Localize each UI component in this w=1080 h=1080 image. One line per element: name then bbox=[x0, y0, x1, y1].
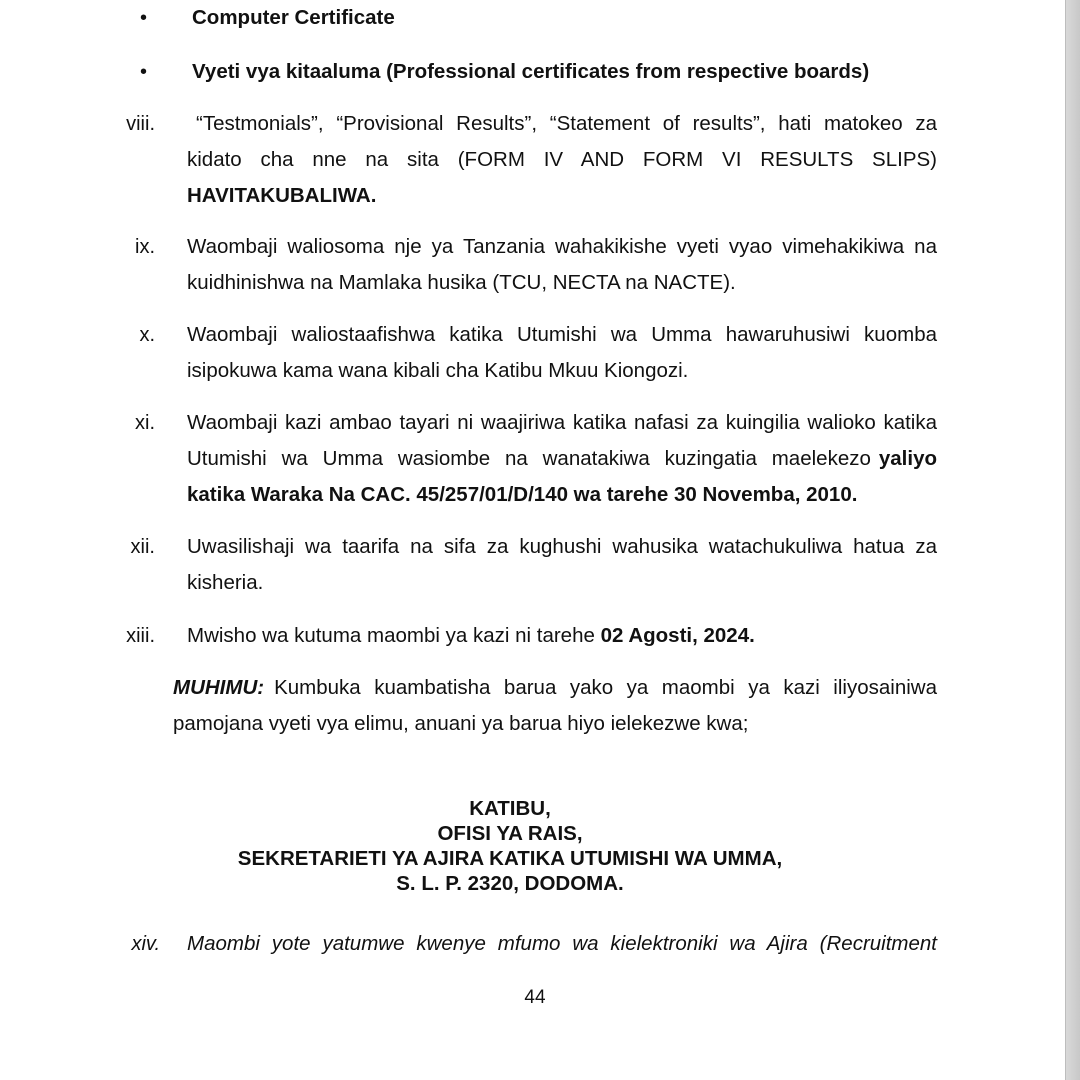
item-xii-line2: kisheria. bbox=[187, 571, 264, 594]
item-number-ix: ix. bbox=[135, 236, 155, 258]
bullet-item-computer-certificate: Computer Certificate bbox=[192, 6, 395, 29]
muhimu-label: MUHIMU: bbox=[173, 676, 265, 699]
item-number-xi: xi. bbox=[135, 412, 155, 434]
address-line-sekretarieti: SEKRETARIETI YA AJIRA KATIKA UTUMISHI WA UMMA, bbox=[237, 847, 783, 870]
item-ix-line1: Waombaji waliosoma nje ya Tanzania wahakikishe vyeti vyao vimehakikiwa na bbox=[187, 235, 937, 258]
item-xi-line2-bold: yaliyo bbox=[878, 447, 937, 470]
deadline-date: 02 Agosti, 2024. bbox=[600, 624, 755, 647]
item-xi-line3: katika Waraka Na CAC. 45/257/01/D/140 wa tarehe 30 Novemba, 2010. bbox=[187, 483, 858, 506]
item-xiii-line1 bbox=[187, 618, 755, 654]
item-xi-line2-text: Utumishi wa Umma wasiombe na wanatakiwa kuzingatia maelekezo bbox=[187, 447, 871, 470]
item-x-line1: Waombaji waliostaafishwa katika Utumishi wa Umma hawaruhusiwi kuomba bbox=[187, 323, 937, 346]
item-xi-line2 bbox=[187, 441, 937, 477]
item-number-xii: xii. bbox=[130, 536, 155, 558]
muhimu-line2: pamojana vyeti vya elimu, anuani ya barua hiyo ielekezwe kwa; bbox=[173, 712, 749, 735]
page-edge-shadow bbox=[1065, 0, 1080, 1080]
item-viii-line2: kidato cha nne na sita (FORM IV AND FORM VI RESULTS SLIPS) bbox=[187, 148, 937, 171]
item-number-viii: viii. bbox=[126, 113, 155, 135]
address-line-katibu: KATIBU, bbox=[469, 797, 551, 820]
item-xii-line1: Uwasilishaji wa taarifa na sifa za kughushi wahusika watachukuliwa hatua za bbox=[187, 535, 937, 558]
item-number-xiv: xiv. bbox=[131, 933, 160, 955]
address-line-slp: S. L. P. 2320, DODOMA. bbox=[396, 872, 624, 895]
item-xiv-line1: Maombi yote yatumwe kwenye mfumo wa kielektroniki wa Ajira (Recruitment bbox=[187, 932, 937, 955]
bullet-item-professional-certificates: Vyeti vya kitaaluma (Professional certificates from respective boards) bbox=[192, 60, 870, 83]
item-x-line2: isipokuwa kama wana kibali cha Katibu Mkuu Kiongozi. bbox=[187, 359, 689, 382]
muhimu-text: Kumbuka kuambatisha barua yako ya maombi ya kazi iliyosainiwa bbox=[274, 676, 937, 699]
item-number-x: x. bbox=[139, 324, 155, 346]
address-line-ofisi: OFISI YA RAIS, bbox=[437, 822, 583, 845]
item-xi-line1: Waombaji kazi ambao tayari ni waajiriwa katika nafasi za kuingilia walioko katika bbox=[187, 411, 937, 434]
item-viii-line3: HAVITAKUBALIWA. bbox=[187, 184, 377, 207]
bullet-dot: • bbox=[140, 61, 148, 83]
item-ix-line2: kuidhinishwa na Mamlaka husika (TCU, NECTA na NACTE). bbox=[187, 271, 736, 294]
muhimu-line1 bbox=[173, 670, 937, 706]
bullet-dot: • bbox=[140, 7, 148, 29]
item-viii-line1: “Testmonials”, “Provisional Results”, “Statement of results”, hati matokeo za bbox=[196, 112, 937, 135]
item-xiii-text: Mwisho wa kutuma maombi ya kazi ni tarehe bbox=[187, 624, 595, 647]
page-number: 44 bbox=[524, 987, 546, 1008]
item-number-xiii: xiii. bbox=[126, 625, 155, 647]
